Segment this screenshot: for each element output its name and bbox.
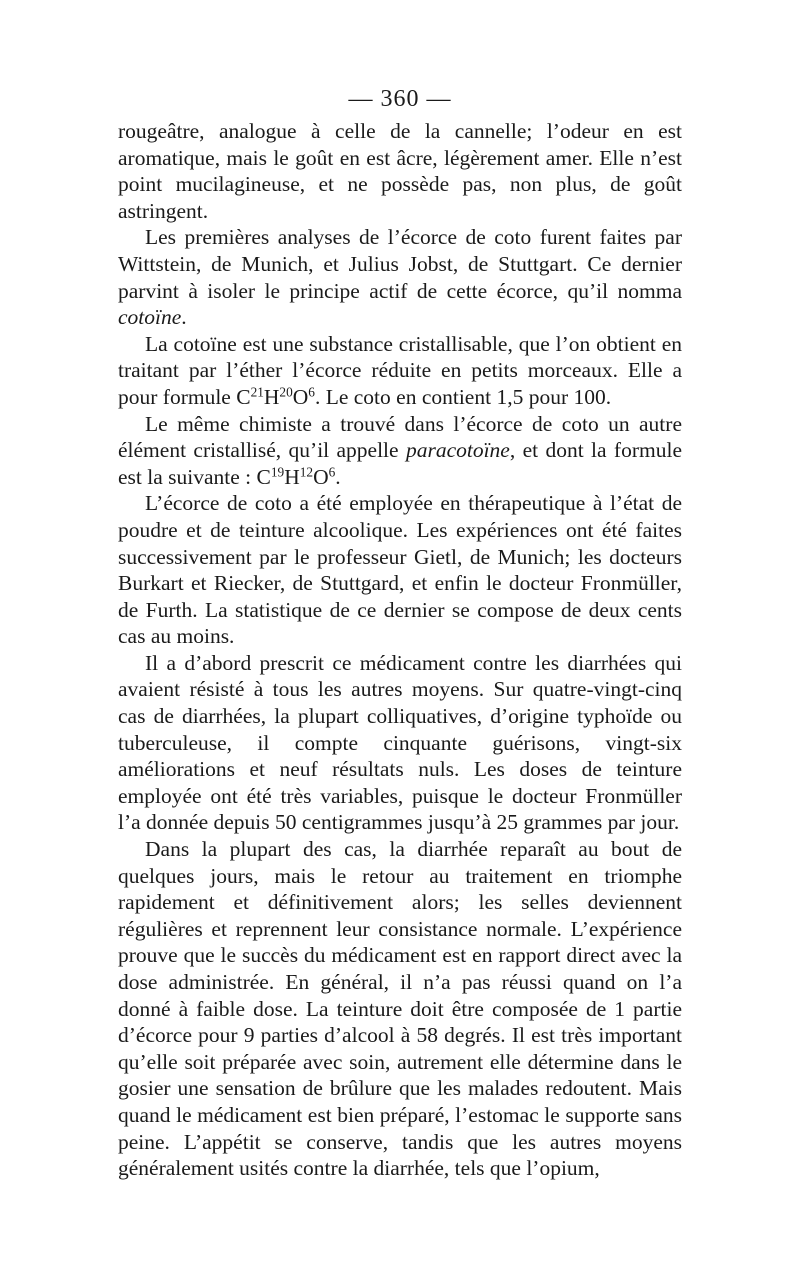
text-run: O: [313, 464, 329, 489]
text-run: H: [284, 464, 300, 489]
italic-term: paracotoïne: [405, 438, 510, 463]
text-run: , et dont la formule est la suivante : C: [118, 438, 682, 489]
paragraph-2: [118, 224, 682, 330]
text-run: L’écorce de coto a été employée en thérapeutique à l’état de poudre et de teinture alcoolique. Les expériences ont été faites successivement par le professeur Gietl, de Munich; les docteurs Burkart et Riecker, de Stuttgard, et enfin le docteur Fronmüller, de Furth. La statistique de ce dernier se compose de deux cents cas au moins.: [118, 491, 682, 649]
text-run: .: [335, 464, 341, 489]
text-run: O: [292, 384, 309, 409]
page-number: — 360 —: [348, 86, 452, 112]
formula-subscript: 21: [250, 384, 264, 400]
text-run: . Le coto en contient 1,5 pour 100.: [314, 384, 612, 409]
formula-subscript: 20: [279, 384, 293, 400]
text-run: Le même chimiste a trouvé dans l’écorce de coto un autre élément cristallisé, qu’il appelle: [118, 411, 682, 463]
paragraph-5: [118, 490, 682, 650]
body-text: [118, 118, 682, 1182]
paragraph-4: [118, 411, 682, 491]
text-run: rougeâtre, analogue à celle de la cannelle; l’odeur en est aromatique, mais le goût en est âcre, légèrement amer. Elle n’est point mucilagineuse, et ne possède pas, non plus, de goût astringent.: [118, 119, 682, 223]
paragraph-3: [118, 331, 682, 411]
text-run: Il a d’abord prescrit ce médicament contre les diarrhées qui avaient résisté à tous les autres moyens. Sur quatre-vingt-cinq cas de diarrhées, la plupart colliquatives, d’origine typhoïde ou tuberculeuse, il compte cinquante guérisons, vingt-six améliorations et neuf résultats nuls. Les doses de teinture employée ont été très variables, puisque le docteur Fronmüller l’a donnée depuis 50 centigrammes jusqu’à 25 grammes par jour.: [118, 650, 682, 835]
italic-term: cotoïne: [118, 305, 182, 330]
paragraph-1: [118, 118, 682, 224]
text-run: .: [181, 305, 187, 330]
formula-subscript: 12: [299, 464, 314, 480]
formula-subscript: 19: [270, 464, 285, 480]
paragraph-6: [118, 650, 682, 836]
formula-subscript: 6: [328, 464, 336, 480]
paragraph-7: [118, 836, 682, 1182]
formula-subscript: 6: [308, 384, 315, 400]
text-run: H: [263, 384, 280, 409]
text-run: Dans la plupart des cas, la diarrhée reparaît au bout de quelques jours, mais le retour au traitement en triomphe rapidement et définitivement alors; les selles deviennent régulières et reprennent leur consistance normale. L’expérience prouve que le succès du médicament est en rapport direct avec la dose administrée. En général, il n’a pas réussi quand on l’a donné à faible dose. La teinture doit être composée de 1 partie d’écorce pour 9 parties d’alcool à 58 degrés. Il est très important qu’elle soit préparée avec soin, autrement elle détermine dans le gosier une sensation de brûlure que les malades redoutent. Mais quand le médicament est bien préparé, l’estomac le supporte sans peine. L’appétit se conserve, tandis que les autres moyens généralement usités contre la diarrhée, tels que l’opium,: [118, 837, 682, 1181]
text-run: La cotoïne est une substance cristallisable, que l’on obtient en traitant par l’éther l’écorce réduite en petits morceaux. Elle a pour formule C: [118, 331, 682, 409]
text-run: Les premières analyses de l’écorce de coto furent faites par Wittstein, de Munich, et Julius Jobst, de Stuttgart. Ce dernier parvint à isoler le principe actif de cette écorce, qu’il nomma: [118, 225, 682, 303]
